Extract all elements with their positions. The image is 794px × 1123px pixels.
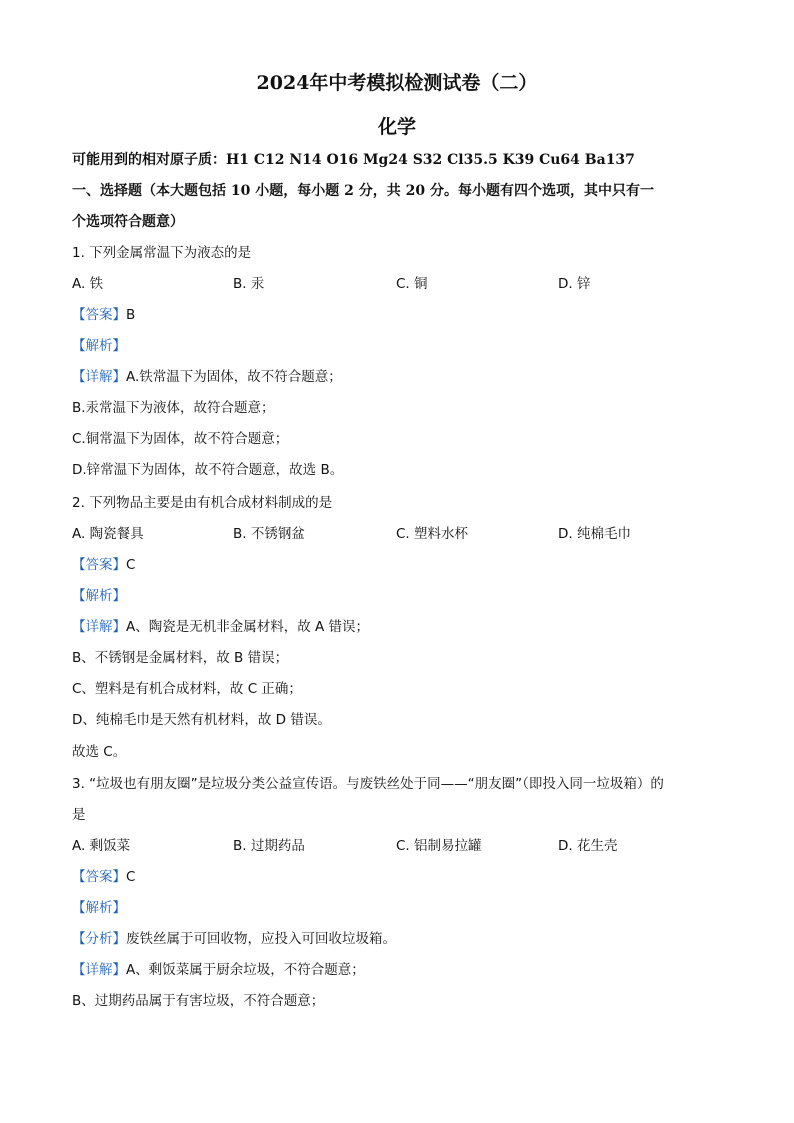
detail-tag: 【详解】 (72, 619, 126, 635)
q2-option-d: D. 纯棉毛巾 (558, 526, 631, 542)
q2-option-a: A. 陶瓷餐具 (72, 526, 144, 542)
exam-title: 2024年中考模拟检测试卷（二） (256, 72, 538, 94)
q1-detail-line: B.汞常温下为液体，故符合题意； (72, 400, 275, 416)
q1-answer (72, 306, 135, 324)
q1-detail-line: C.铜常温下为固体，故不符合题意； (72, 431, 289, 447)
fenxi-text: 废铁丝属于可回收物，应投入可回收垃圾箱。 (126, 931, 396, 947)
q3-detail-line: B、过期药品属于有害垃圾，不符合题意； (72, 993, 325, 1009)
q2-detail-line: 故选 C。 (72, 744, 127, 760)
answer-value: C (126, 869, 136, 885)
q3-option-a: A. 剩饭菜 (72, 838, 131, 854)
q3-fenxi-line (72, 930, 396, 948)
atomic-mass-line: 可能用到的相对原子质：H1 C12 N14 O16 Mg24 S32 Cl35.5 K39 Cu64 Ba137 (72, 152, 635, 168)
q2-option-c: C. 塑料水杯 (396, 526, 469, 542)
q1-option-a: A. 铁 (72, 276, 104, 292)
answer-tag: 【答案】 (72, 557, 126, 573)
question-3-stem-cont: 是 (72, 807, 86, 823)
q1-detail-line: D.锌常温下为固体，故不符合题意，故选 B。 (72, 462, 344, 478)
q2-detail-line: D、纯棉毛巾是天然有机材料，故 D 错误。 (72, 712, 331, 728)
q3-analysis-tag: 【解析】 (72, 900, 126, 916)
subject-title: 化学 (377, 116, 416, 138)
detail-text: A.铁常温下为固体，故不符合题意； (126, 369, 342, 385)
section-heading: 一、选择题（本大题包括 10 小题，每小题 2 分，共 20 分。每小题有四个选项，其中只有一 (72, 183, 654, 199)
q2-detail-line: B、不锈钢是金属材料，故 B 错误； (72, 650, 289, 666)
q1-option-c: C. 铜 (396, 276, 428, 292)
question-3-stem: 3. “垃圾也有朋友圈”是垃圾分类公益宣传语。与废铁丝处于同——“朋友圈”（即投入同一垃圾箱）的 (72, 776, 664, 792)
q3-option-b: B. 过期药品 (233, 838, 305, 854)
q1-analysis-tag: 【解析】 (72, 338, 126, 354)
q3-answer (72, 868, 135, 886)
q2-detail-line: C、塑料是有机合成材料，故 C 正确； (72, 681, 302, 697)
q2-detail-line (72, 618, 369, 636)
q1-option-b: B. 汞 (233, 276, 265, 292)
q3-detail-line (72, 961, 365, 979)
q3-option-c: C. 铝制易拉罐 (396, 838, 482, 854)
q1-option-d: D. 锌 (558, 276, 591, 292)
fenxi-tag: 【分析】 (72, 931, 126, 947)
detail-tag: 【详解】 (72, 369, 126, 385)
q2-option-b: B. 不锈钢盆 (233, 526, 305, 542)
question-2-stem: 2. 下列物品主要是由有机合成材料制成的是 (72, 495, 333, 511)
q2-answer (72, 556, 135, 574)
question-1-stem: 1. 下列金属常温下为液态的是 (72, 245, 252, 261)
detail-text: A、陶瓷是无机非金属材料，故 A 错误； (126, 619, 370, 635)
q2-analysis-tag: 【解析】 (72, 588, 126, 604)
section-heading-cont: 个选项符合题意） (72, 214, 184, 230)
answer-value: B (126, 307, 136, 323)
answer-tag: 【答案】 (72, 307, 126, 323)
answer-value: C (126, 557, 136, 573)
answer-tag: 【答案】 (72, 869, 126, 885)
q1-detail-line (72, 368, 342, 386)
detail-text: A、剩饭菜属于厨余垃圾，不符合题意； (126, 962, 365, 978)
detail-tag: 【详解】 (72, 962, 126, 978)
q3-option-d: D. 花生壳 (558, 838, 618, 854)
